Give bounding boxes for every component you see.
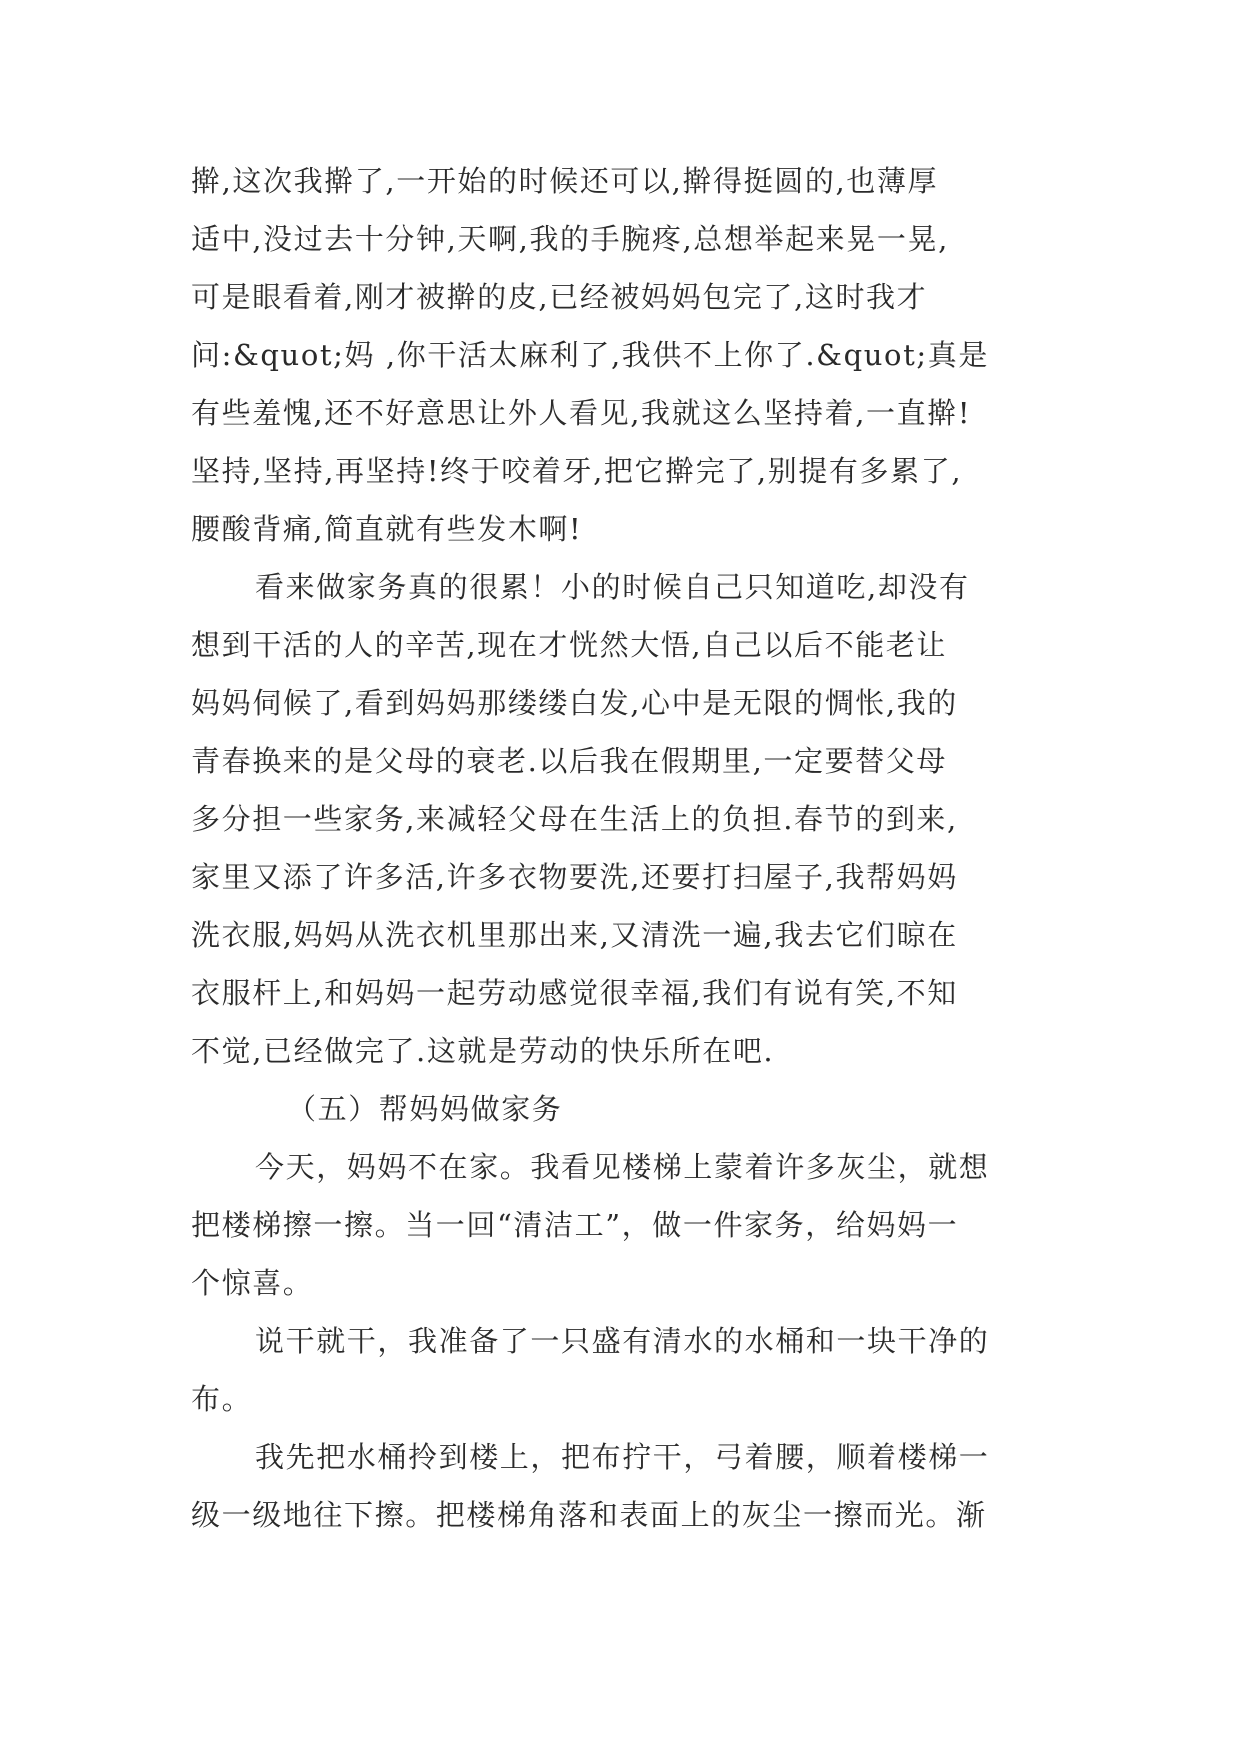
paragraph-start-line: 今天，妈妈不在家。我看见楼梯上蒙着许多灰尘，就想 bbox=[255, 1150, 990, 1184]
text-line: 坚持,坚持,再坚持!终于咬着牙,把它擀完了,别提有多累了, bbox=[191, 454, 963, 488]
paragraph-start-line: 看来做家务真的很累！小的时候自己只知道吃,却没有 bbox=[255, 570, 970, 604]
text-line: 妈妈伺候了,看到妈妈那缕缕白发,心中是无限的惆怅,我的 bbox=[191, 686, 958, 720]
text-line: 腰酸背痛,简直就有些发木啊! bbox=[191, 512, 583, 546]
text-line: 擀,这次我擀了,一开始的时候还可以,擀得挺圆的,也薄厚 bbox=[191, 164, 939, 198]
text-line: 把楼梯擦一擦。当一回“清洁工”，做一件家务，给妈妈一 bbox=[191, 1208, 959, 1242]
body-text bbox=[191, 152, 1061, 1544]
section-heading: （五）帮妈妈做家务 bbox=[287, 1092, 563, 1126]
text-line: 可是眼看着,刚才被擀的皮,已经被妈妈包完了,这时我才 bbox=[191, 280, 928, 314]
text-line: 洗衣服,妈妈从洗衣机里那出来,又清洗一遍,我去它们晾在 bbox=[191, 918, 958, 952]
text-line: 适中,没过去十分钟,天啊,我的手腕疼,总想举起来晃一晃, bbox=[191, 222, 949, 256]
text-line: 不觉,已经做完了.这就是劳动的快乐所在吧. bbox=[191, 1034, 775, 1068]
text-line: 多分担一些家务,来减轻父母在生活上的负担.春节的到来, bbox=[191, 802, 958, 836]
paragraph-start-line: 说干就干，我准备了一只盛有清水的水桶和一块干净的 bbox=[255, 1324, 990, 1358]
text-line: 布。 bbox=[191, 1382, 253, 1416]
text-line: 衣服杆上,和妈妈一起劳动感觉很幸福,我们有说有笑,不知 bbox=[191, 976, 958, 1010]
text-line: 家里又添了许多活,许多衣物要洗,还要打扫屋子,我帮妈妈 bbox=[191, 860, 958, 894]
text-line: 青春换来的是父母的衰老.以后我在假期里,一定要替父母 bbox=[191, 744, 948, 778]
text-line: 想到干活的人的辛苦,现在才恍然大悟,自己以后不能老让 bbox=[191, 628, 948, 662]
text-line: 有些羞愧,还不好意思让外人看见,我就这么坚持着,一直擀! bbox=[191, 396, 972, 430]
text-line: 问:&quot;妈 ,你干活太麻利了,我供不上你了.&quot;真是 bbox=[191, 338, 989, 372]
paragraph-start-line: 我先把水桶拎到楼上，把布拧干，弓着腰，顺着楼梯一 bbox=[255, 1440, 990, 1474]
text-line: 个惊喜。 bbox=[191, 1266, 314, 1300]
text-line: 级一级地往下擦。把楼梯角落和表面上的灰尘一擦而光。渐 bbox=[191, 1498, 987, 1532]
